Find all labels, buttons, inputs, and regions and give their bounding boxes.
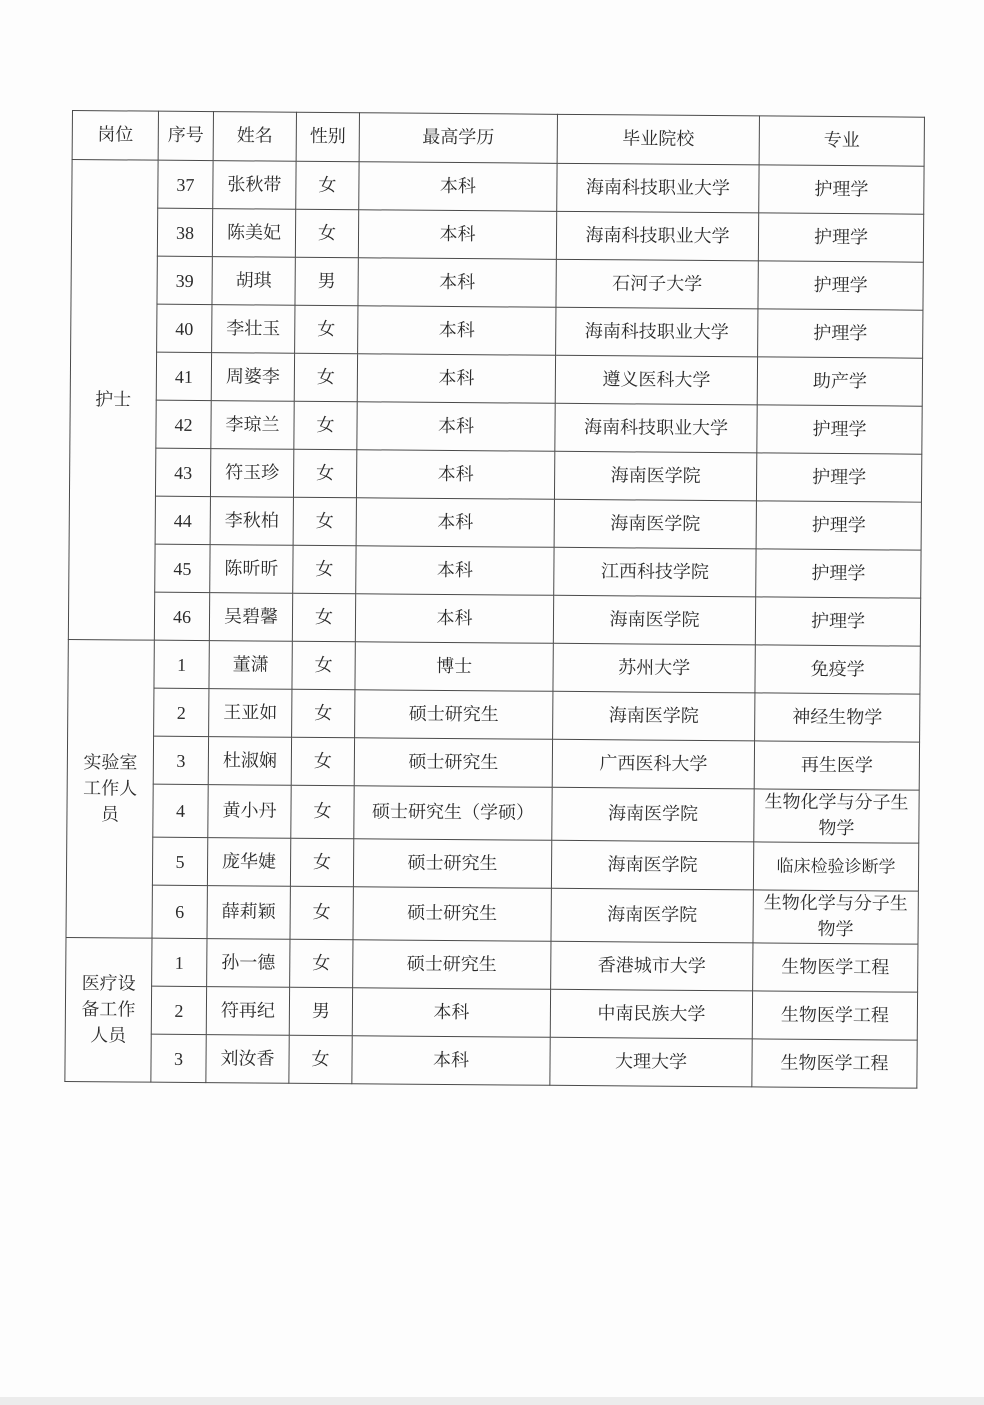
cell-major: 护理学 <box>755 597 920 646</box>
cell-education: 本科 <box>358 258 556 308</box>
cell-education: 硕士研究生 <box>353 839 551 889</box>
cell-school: 遵义医科大学 <box>555 355 757 405</box>
cell-name: 符再纪 <box>206 987 289 1036</box>
cell-school: 海南医学院 <box>553 691 755 741</box>
cell-gender: 男 <box>295 257 358 305</box>
header-major: 专业 <box>759 116 924 166</box>
cell-gender: 女 <box>289 1035 352 1083</box>
table-row <box>67 735 919 790</box>
cell-number: 6 <box>152 885 207 938</box>
table-row <box>68 639 920 694</box>
cell-school: 海南科技职业大学 <box>557 163 759 213</box>
cell-number: 40 <box>157 304 212 352</box>
cell-name: 王亚如 <box>209 689 292 738</box>
cell-school: 海南医学院 <box>551 840 753 890</box>
cell-education: 本科 <box>358 210 556 260</box>
cell-school: 海南医学院 <box>552 787 754 842</box>
cell-number: 41 <box>156 352 211 400</box>
table-row <box>69 543 921 598</box>
cell-education: 本科 <box>356 498 554 548</box>
cell-number: 3 <box>151 1034 206 1082</box>
cell-major: 免疫学 <box>755 645 920 694</box>
cell-number: 2 <box>151 986 206 1034</box>
cell-school: 中南民族大学 <box>550 989 752 1039</box>
cell-school: 苏州大学 <box>553 643 755 693</box>
table-row <box>65 985 917 1040</box>
table-row <box>67 783 919 843</box>
cell-number: 2 <box>154 688 209 736</box>
header-gender: 性别 <box>296 112 359 161</box>
cell-major: 生物医学工程 <box>752 991 917 1040</box>
post-cell-medical-equipment: 医疗设备工作人员 <box>65 937 152 1082</box>
cell-number: 42 <box>156 400 211 448</box>
cell-name: 杜淑娴 <box>208 737 291 786</box>
cell-school: 香港城市大学 <box>551 941 753 991</box>
header-row <box>72 111 924 167</box>
table-row <box>66 937 918 992</box>
cell-number: 3 <box>153 736 208 784</box>
cell-gender: 女 <box>290 838 353 886</box>
table-row <box>70 399 922 454</box>
cell-name: 周婆李 <box>211 353 294 402</box>
cell-name: 陈昕昕 <box>210 545 293 594</box>
table-row <box>70 351 922 406</box>
table-row <box>71 303 923 358</box>
cell-number: 46 <box>154 592 209 640</box>
cell-school: 海南医学院 <box>554 499 756 549</box>
cell-number: 1 <box>152 938 207 986</box>
cell-name: 庞华婕 <box>207 838 290 887</box>
header-post: 岗位 <box>72 111 158 161</box>
header-education: 最高学历 <box>359 113 557 164</box>
cell-major: 护理学 <box>758 261 923 310</box>
table-row <box>66 836 918 891</box>
cell-name: 张秋带 <box>213 161 296 210</box>
table-row <box>72 160 924 215</box>
cell-school: 江西科技学院 <box>554 547 756 597</box>
table-row <box>68 687 920 742</box>
cell-name: 董潇 <box>209 641 292 690</box>
cell-gender: 女 <box>293 497 356 545</box>
cell-education: 本科 <box>352 988 550 1038</box>
cell-school: 石河子大学 <box>556 259 758 309</box>
cell-name: 黄小丹 <box>208 785 291 839</box>
cell-school: 海南医学院 <box>554 451 756 501</box>
cell-education: 硕士研究生 <box>354 738 552 788</box>
cell-gender: 女 <box>293 449 356 497</box>
table-row <box>71 255 923 310</box>
cell-school: 广西医科大学 <box>552 739 754 789</box>
header-name: 姓名 <box>213 112 296 162</box>
cell-education: 硕士研究生 <box>355 690 553 740</box>
cell-major: 护理学 <box>756 501 921 550</box>
cell-gender: 女 <box>294 353 357 401</box>
cell-gender: 女 <box>295 305 358 353</box>
cell-major: 生物化学与分子生物学 <box>754 789 919 843</box>
cell-education: 博士 <box>355 642 553 692</box>
cell-major: 生物化学与分子生物学 <box>753 890 918 944</box>
cell-name: 李壮玉 <box>212 305 295 354</box>
post-cell-nurse: 护士 <box>68 160 158 641</box>
cell-number: 39 <box>157 256 212 304</box>
cell-major: 护理学 <box>758 309 923 358</box>
cell-gender: 女 <box>290 886 353 939</box>
cell-major: 护理学 <box>756 549 921 598</box>
cell-education: 硕士研究生 <box>353 940 551 990</box>
cell-major: 再生医学 <box>754 741 919 790</box>
cell-education: 本科 <box>355 594 553 644</box>
table-row <box>69 447 921 502</box>
cell-major: 护理学 <box>758 213 923 262</box>
cell-gender: 女 <box>292 593 355 641</box>
cell-number: 1 <box>154 640 209 688</box>
cell-school: 海南医学院 <box>551 888 753 943</box>
cell-name: 刘汝香 <box>206 1035 289 1084</box>
table-row <box>65 1033 917 1088</box>
table-row <box>71 208 923 263</box>
cell-name: 吴碧馨 <box>209 593 292 642</box>
cell-school: 大理大学 <box>550 1037 752 1087</box>
cell-education: 本科 <box>358 306 556 356</box>
cell-major: 护理学 <box>757 405 922 454</box>
cell-major: 临床检验诊断学 <box>753 842 918 891</box>
cell-gender: 女 <box>293 545 356 593</box>
cell-education: 本科 <box>357 402 555 452</box>
cell-number: 44 <box>155 496 210 544</box>
cell-number: 38 <box>157 208 212 256</box>
cell-gender: 女 <box>296 161 359 209</box>
cell-major: 生物医学工程 <box>753 943 918 992</box>
cell-education: 本科 <box>356 546 554 596</box>
cell-name: 李秋柏 <box>210 497 293 546</box>
cell-number: 43 <box>155 448 210 496</box>
cell-gender: 女 <box>291 785 354 838</box>
header-school: 毕业院校 <box>557 114 759 165</box>
cell-major: 护理学 <box>759 165 924 214</box>
cell-gender: 男 <box>289 987 352 1035</box>
cell-gender: 女 <box>292 641 355 689</box>
staff-roster-table <box>64 110 925 1089</box>
cell-name: 李琼兰 <box>211 401 294 450</box>
cell-school: 海南科技职业大学 <box>555 403 757 453</box>
cell-education: 硕士研究生（学硕） <box>354 786 552 841</box>
table-row <box>66 884 918 944</box>
post-cell-laboratory: 实验室工作人员 <box>66 639 154 938</box>
cell-education: 硕士研究生 <box>353 887 551 942</box>
table-row <box>69 495 921 550</box>
cell-gender: 女 <box>291 737 354 785</box>
cell-major: 助产学 <box>757 357 922 406</box>
cell-major: 神经生物学 <box>755 693 920 742</box>
table-body <box>65 160 924 1089</box>
cell-education: 本科 <box>359 162 557 212</box>
cell-number: 4 <box>153 784 208 837</box>
cell-name: 陈美妃 <box>212 209 295 258</box>
cell-name: 胡琪 <box>212 257 295 306</box>
header-number: 序号 <box>158 111 213 160</box>
page-bottom-edge <box>0 1397 984 1405</box>
cell-name: 薛莉颖 <box>207 886 290 940</box>
cell-major: 护理学 <box>756 453 921 502</box>
cell-education: 本科 <box>357 354 555 404</box>
table-row <box>68 591 920 646</box>
cell-major: 生物医学工程 <box>752 1039 917 1088</box>
cell-gender: 女 <box>294 401 357 449</box>
cell-school: 海南科技职业大学 <box>556 211 758 261</box>
cell-gender: 女 <box>292 689 355 737</box>
cell-name: 符玉珍 <box>210 449 293 498</box>
cell-gender: 女 <box>290 939 353 987</box>
cell-school: 海南医学院 <box>553 595 755 645</box>
cell-education: 本科 <box>356 450 554 500</box>
cell-number: 5 <box>152 837 207 885</box>
cell-number: 45 <box>155 544 210 592</box>
cell-number: 37 <box>158 160 213 208</box>
cell-gender: 女 <box>295 209 358 257</box>
cell-school: 海南科技职业大学 <box>556 307 758 357</box>
cell-name: 孙一德 <box>207 939 290 988</box>
cell-education: 本科 <box>352 1036 550 1086</box>
